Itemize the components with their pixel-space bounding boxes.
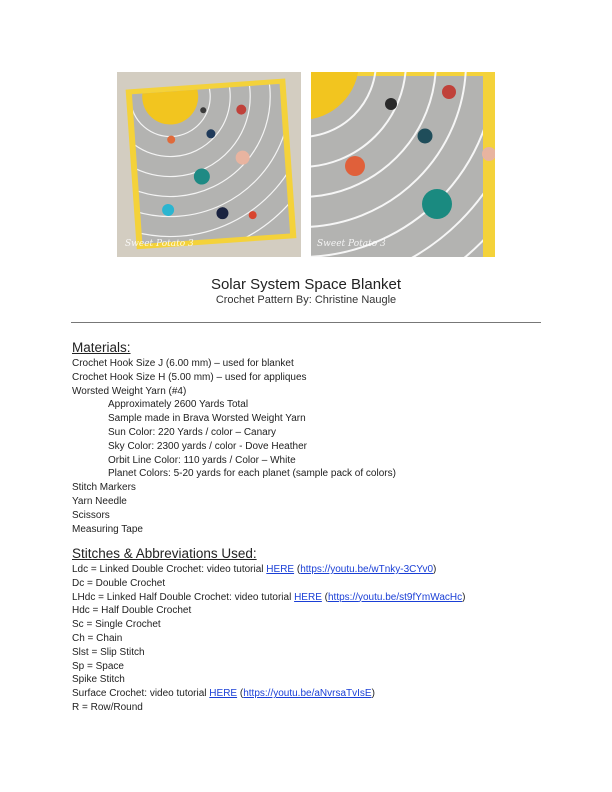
surface-url-link[interactable]: https://youtu.be/aNvrsaTvIsE — [243, 688, 372, 700]
lhdc-tutorial-link[interactable]: HERE — [294, 591, 322, 603]
stitch-sp: Sp = Space — [72, 660, 124, 672]
material-item: Worsted Weight Yarn (#4) — [72, 385, 187, 397]
paren: ( — [237, 688, 244, 700]
material-item: Yarn Needle — [72, 495, 127, 507]
blanket-closeup-image — [311, 72, 495, 257]
header-photos — [117, 72, 495, 257]
ldc-tutorial-link[interactable]: HERE — [266, 564, 295, 575]
divider — [71, 322, 541, 323]
material-item: Measuring Tape — [72, 523, 143, 535]
surface-tutorial-link[interactable]: HERE — [209, 688, 238, 700]
stitch-hdc: Hdc = Half Double Crochet — [72, 605, 192, 617]
stitch-sc: Sc = Single Crochet — [72, 619, 161, 631]
stitch-lhdc — [72, 591, 465, 605]
stitch-surface — [72, 687, 465, 701]
yarn-detail: Orbit Line Color: 110 yards / Color – White — [108, 454, 296, 466]
material-item: Scissors — [72, 509, 110, 521]
watermark-left: Sweet Potato 3 — [125, 239, 194, 249]
blanket-full-image — [117, 72, 301, 257]
ldc-url-link[interactable]: https://youtu.be/wTnky-3CYv0 — [300, 564, 434, 575]
paren: ( — [321, 591, 328, 603]
blanket-photo-closeup — [311, 72, 495, 257]
paren: ) — [371, 688, 375, 700]
page-title: Solar System Space Blanket — [210, 276, 402, 293]
materials-heading: Materials: — [72, 340, 131, 355]
stitches-section — [72, 546, 465, 715]
material-item: Stitch Markers — [72, 482, 136, 494]
material-item: Crochet Hook Size J (6.00 mm) – used for blanket — [72, 358, 294, 369]
material-item: Crochet Hook Size H (5.00 mm) – used for appliques — [72, 371, 307, 383]
materials-section — [72, 340, 396, 536]
paren: ) — [433, 564, 437, 575]
yarn-detail: Planet Colors: 5-20 yards for each planet (sample pack of colors) — [108, 468, 396, 480]
yarn-detail: Approximately 2600 Yards Total — [108, 399, 249, 411]
stitch-spike: Spike Stitch — [72, 674, 125, 686]
watermark-right: Sweet Potato 3 — [317, 239, 386, 249]
yarn-detail: Sample made in Brava Worsted Weight Yarn — [108, 413, 306, 425]
yarn-detail: Sky Color: 2300 yards / color - Dove Heather — [108, 440, 307, 452]
paren: ) — [462, 591, 466, 603]
stitch-r: R = Row/Round — [72, 701, 143, 713]
stitches-heading: Stitches & Abbreviations Used: — [72, 546, 257, 561]
stitch-ch: Ch = Chain — [72, 632, 123, 644]
paren: ( — [294, 564, 301, 575]
page-subtitle: Crochet Pattern By: Christine Naugle — [215, 294, 397, 306]
stitch-ldc-text: Ldc = Linked Double Crochet: video tutorial — [72, 564, 267, 575]
yarn-detail: Sun Color: 220 Yards / color – Canary — [108, 426, 277, 438]
lhdc-url-link[interactable]: https://youtu.be/st9fYmWacHc — [327, 591, 463, 603]
stitch-slst: Slst = Slip Stitch — [72, 646, 145, 658]
blanket-photo-full — [117, 72, 301, 257]
stitch-dc: Dc = Double Crochet — [72, 577, 166, 589]
stitch-lhdc-text: LHdc = Linked Half Double Crochet: video tutorial — [72, 591, 295, 603]
stitch-ldc — [72, 563, 465, 577]
stitch-surface-text: Surface Crochet: video tutorial — [72, 688, 210, 700]
